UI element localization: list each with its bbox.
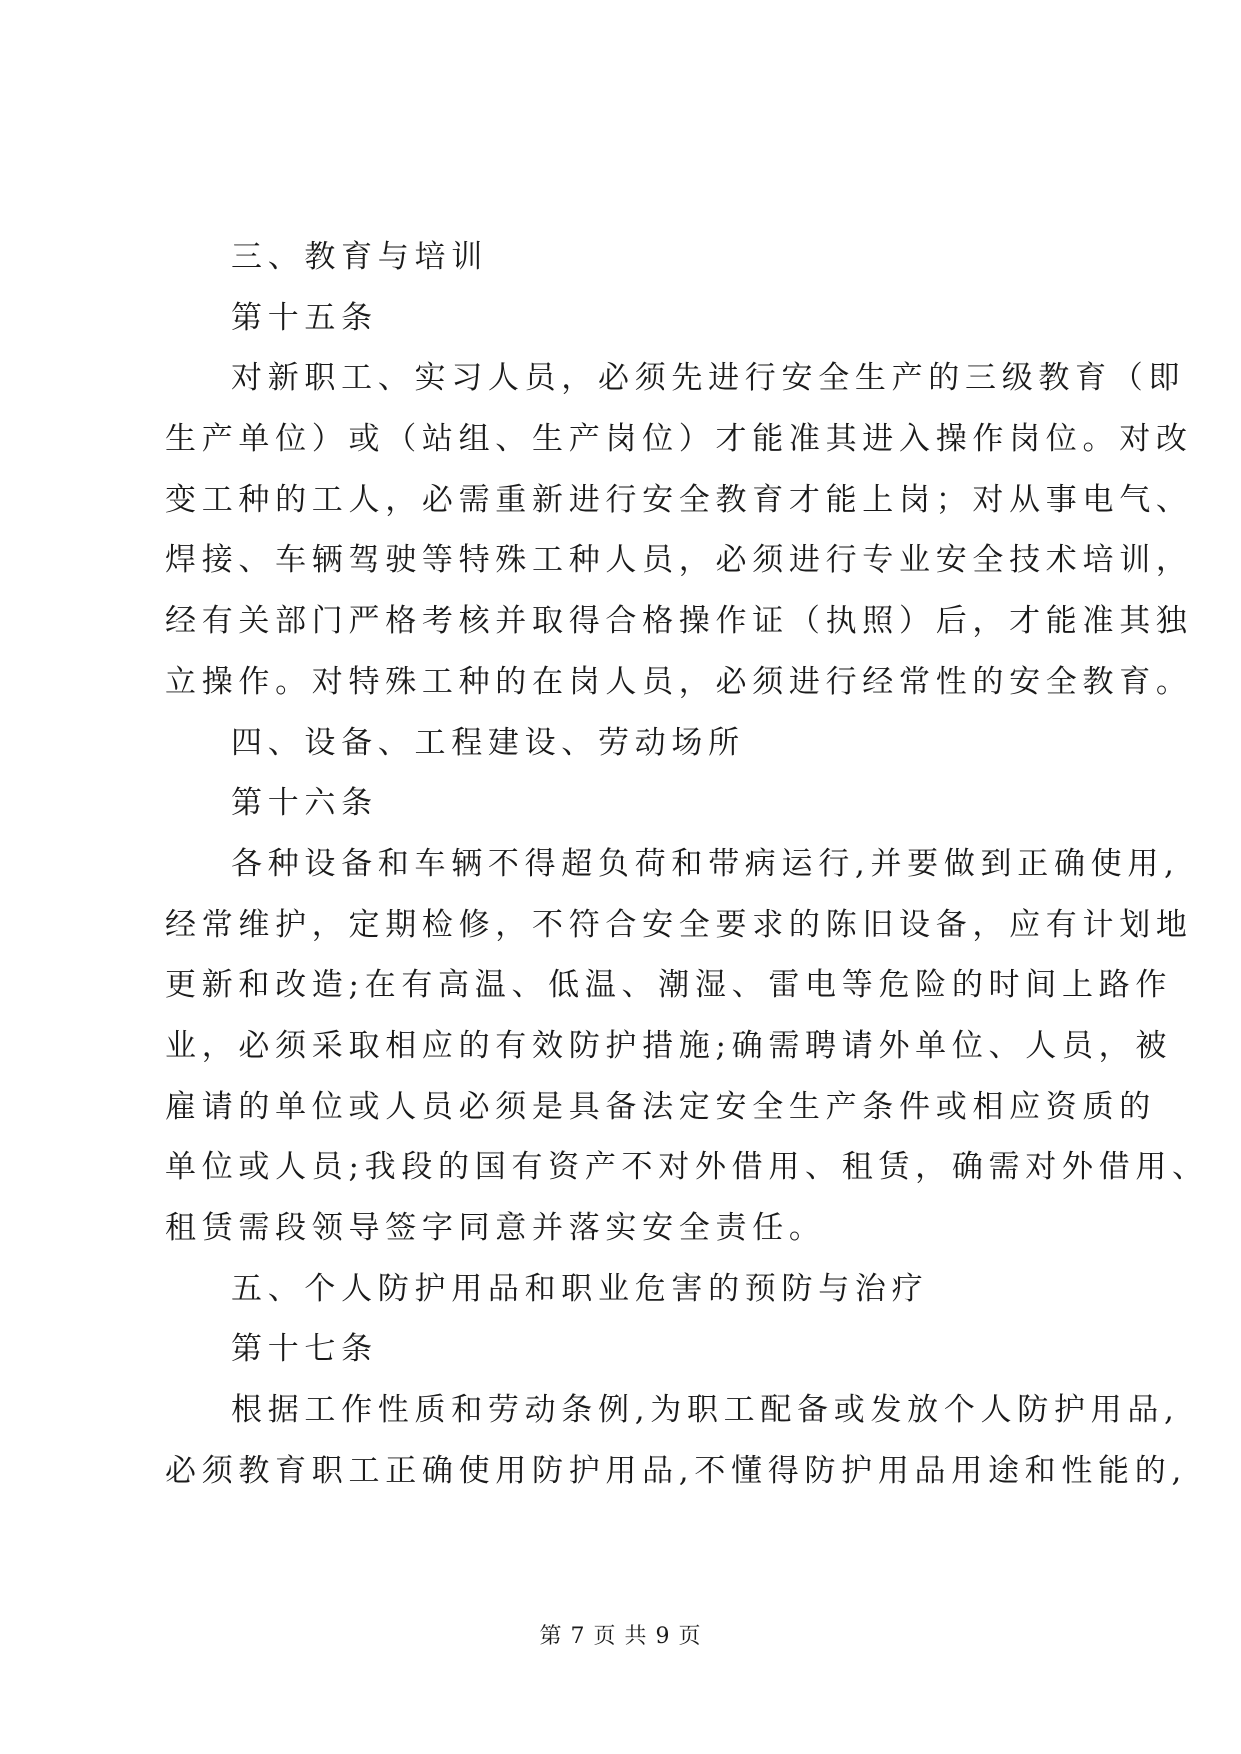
text-line: 对新职工、实习人员，必须先进行安全生产的三级教育（即 <box>231 360 1186 397</box>
text-line: 焊接、车辆驾驶等特殊工种人员，必须进行专业安全技术培训， <box>165 542 1193 579</box>
text-line: 第十五条 <box>231 299 378 336</box>
text-line: 必须教育职工正确使用防护用品,不懂得防护用品用途和性能的, <box>165 1452 1188 1489</box>
text-line: 立操作。对特殊工种的在岗人员，必须进行经常性的安全教育。 <box>165 663 1193 700</box>
text-line: 生产单位）或（站组、生产岗位）才能准其进入操作岗位。对改 <box>165 421 1193 458</box>
text-line: 经常维护，定期检修，不符合安全要求的陈旧设备，应有计划地 <box>165 906 1193 943</box>
text-line: 第十七条 <box>231 1331 378 1368</box>
text-line: 第十六条 <box>231 785 378 822</box>
text-line: 单位或人员;我段的国有资产不对外借用、租赁，确需对外借用、 <box>165 1149 1209 1186</box>
text-line: 根据工作性质和劳动条例,为职工配备或发放个人防护用品, <box>231 1392 1180 1429</box>
text-line: 租赁需段领导签字同意并落实安全责任。 <box>165 1210 826 1246</box>
text-line: 变工种的工人，必需重新进行安全教育才能上岗；对从事电气、 <box>165 481 1193 518</box>
text-line: 经有关部门严格考核并取得合格操作证（执照）后，才能准其独 <box>165 603 1193 640</box>
text-line: 五、个人防护用品和职业危害的预防与治疗 <box>231 1270 929 1307</box>
page-footer: 第 7 页 共 9 页 <box>539 1624 702 1649</box>
document-body <box>165 227 1209 1501</box>
text-line: 雇请的单位或人员必须是具备法定安全生产条件或相应资质的 <box>165 1088 1156 1125</box>
text-line: 各种设备和车辆不得超负荷和带病运行,并要做到正确使用, <box>231 845 1180 882</box>
text-line: 更新和改造;在有高温、低温、潮湿、雷电等危险的时间上路作 <box>165 967 1173 1004</box>
text-line: 三、教育与培训 <box>231 239 488 275</box>
text-line: 业，必须采取相应的有效防护措施;确需聘请外单位、人员，被 <box>165 1027 1173 1064</box>
text-line: 四、设备、工程建设、劳动场所 <box>231 724 745 761</box>
